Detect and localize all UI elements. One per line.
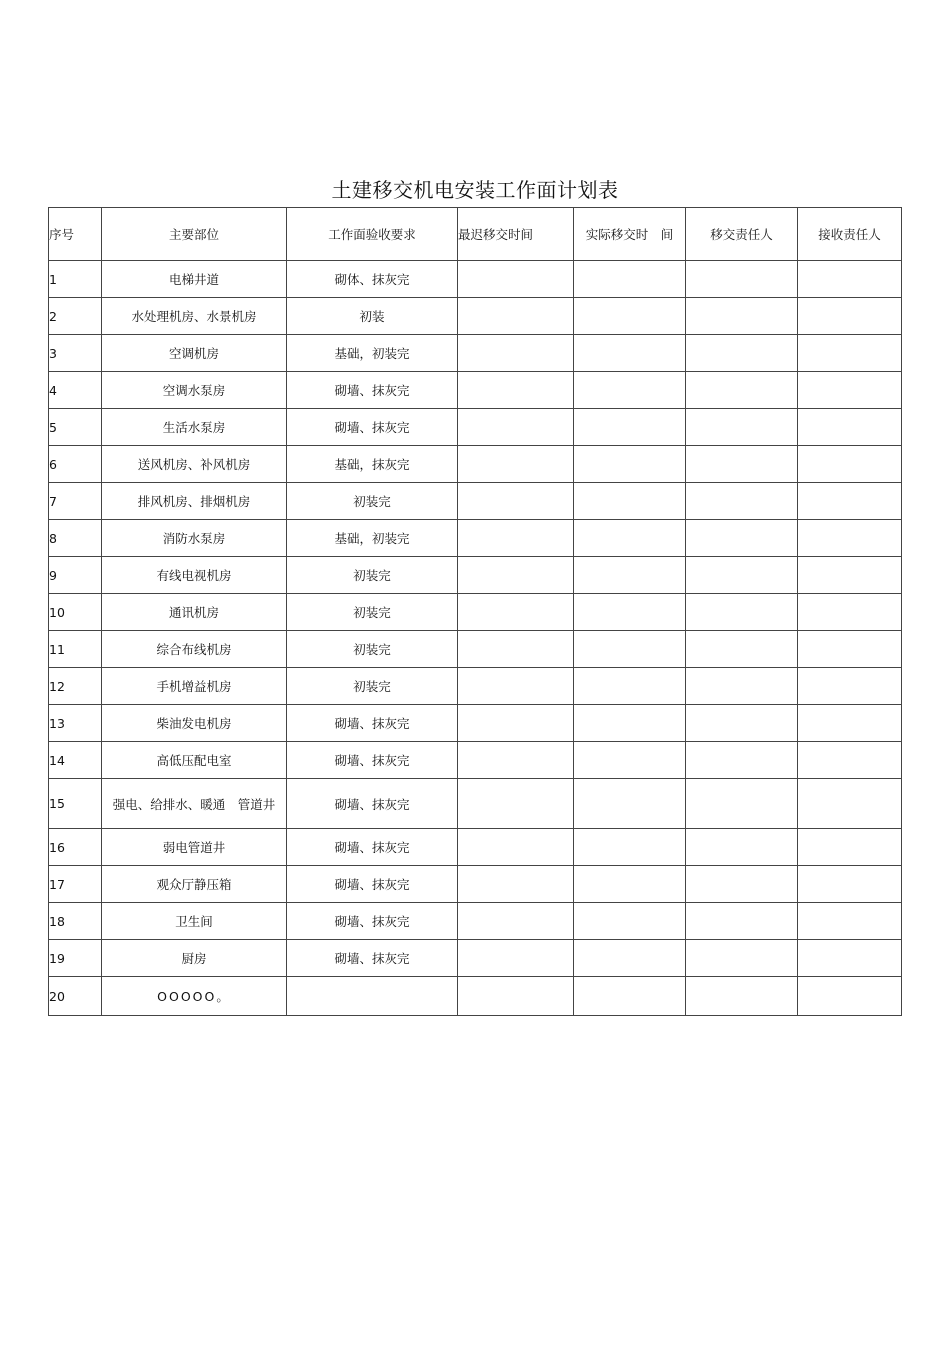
row-requirement: 砌墙、抹灰完 (287, 779, 458, 829)
row-part: 观众厅静压箱 (102, 866, 287, 903)
row-index: 13 (49, 705, 102, 742)
row-requirement: 砌墙、抹灰完 (287, 705, 458, 742)
row-handover-person (686, 779, 798, 829)
row-index: 2 (49, 298, 102, 335)
row-actual-handover (574, 483, 686, 520)
row-actual-handover (574, 668, 686, 705)
row-receiver-person (798, 335, 902, 372)
row-handover-person (686, 446, 798, 483)
row-part: 电梯井道 (102, 261, 287, 298)
row-requirement: 初装完 (287, 483, 458, 520)
row-part: 生活水泵房 (102, 409, 287, 446)
row-requirement: 基础，初装完 (287, 520, 458, 557)
row-handover-person (686, 866, 798, 903)
row-index: 19 (49, 940, 102, 977)
row-part: 水处理机房、水景机房 (102, 298, 287, 335)
row-requirement: 初装完 (287, 594, 458, 631)
row-index: 20 (49, 977, 102, 1016)
row-part: 强电、给排水、暖通 管道井 (102, 779, 287, 829)
row-latest-handover (458, 668, 574, 705)
row-latest-handover (458, 631, 574, 668)
page-title: 土建移交机电安装工作面计划表 (331, 178, 619, 202)
row-part: 手机增益机房 (102, 668, 287, 705)
row-receiver-person (798, 557, 902, 594)
row-receiver-person (798, 483, 902, 520)
row-requirement: 砌墙、抹灰完 (287, 409, 458, 446)
table-row (49, 977, 902, 1016)
table-row (49, 483, 902, 520)
row-handover-person (686, 520, 798, 557)
row-requirement: 初装完 (287, 631, 458, 668)
row-receiver-person (798, 446, 902, 483)
table-row (49, 940, 902, 977)
row-actual-handover (574, 779, 686, 829)
row-index: 16 (49, 829, 102, 866)
row-handover-person (686, 298, 798, 335)
table-row (49, 631, 902, 668)
row-latest-handover (458, 261, 574, 298)
table-row (49, 446, 902, 483)
row-requirement: 初装 (287, 298, 458, 335)
table-row (49, 903, 902, 940)
row-handover-person (686, 483, 798, 520)
row-actual-handover (574, 866, 686, 903)
row-actual-handover (574, 940, 686, 977)
row-handover-person (686, 940, 798, 977)
row-index: 3 (49, 335, 102, 372)
row-actual-handover (574, 520, 686, 557)
row-latest-handover (458, 446, 574, 483)
row-part: 卫生间 (102, 903, 287, 940)
row-index: 7 (49, 483, 102, 520)
table-row (49, 335, 902, 372)
row-latest-handover (458, 779, 574, 829)
table-row (49, 594, 902, 631)
row-handover-person (686, 829, 798, 866)
row-requirement: 基础，初装完 (287, 335, 458, 372)
row-latest-handover (458, 940, 574, 977)
row-part: 厨房 (102, 940, 287, 977)
row-receiver-person (798, 977, 902, 1016)
row-actual-handover (574, 261, 686, 298)
row-handover-person (686, 977, 798, 1016)
row-index: 18 (49, 903, 102, 940)
row-handover-person (686, 631, 798, 668)
table-row (49, 409, 902, 446)
table-row (49, 298, 902, 335)
row-latest-handover (458, 977, 574, 1016)
row-part: 空调机房 (102, 335, 287, 372)
row-latest-handover (458, 903, 574, 940)
row-index: 1 (49, 261, 102, 298)
row-requirement: 砌墙、抹灰完 (287, 940, 458, 977)
row-index: 11 (49, 631, 102, 668)
row-actual-handover (574, 977, 686, 1016)
row-receiver-person (798, 940, 902, 977)
row-part: 综合布线机房 (102, 631, 287, 668)
row-requirement (287, 977, 458, 1016)
header-row (49, 208, 902, 261)
row-actual-handover (574, 705, 686, 742)
header-part: 主要部位 (102, 208, 287, 261)
row-actual-handover (574, 631, 686, 668)
row-index: 15 (49, 779, 102, 829)
header-actual-handover: 实际移交时 间 (574, 208, 686, 261)
row-latest-handover (458, 829, 574, 866)
row-latest-handover (458, 520, 574, 557)
table-row (49, 520, 902, 557)
row-receiver-person (798, 631, 902, 668)
row-latest-handover (458, 409, 574, 446)
row-requirement: 初装完 (287, 668, 458, 705)
row-actual-handover (574, 829, 686, 866)
row-handover-person (686, 557, 798, 594)
row-index: 17 (49, 866, 102, 903)
table-row (49, 557, 902, 594)
row-handover-person (686, 261, 798, 298)
row-actual-handover (574, 594, 686, 631)
row-requirement: 砌墙、抹灰完 (287, 372, 458, 409)
table-row (49, 705, 902, 742)
row-latest-handover (458, 557, 574, 594)
row-latest-handover (458, 298, 574, 335)
row-latest-handover (458, 866, 574, 903)
row-receiver-person (798, 298, 902, 335)
row-handover-person (686, 668, 798, 705)
row-part: 柴油发电机房 (102, 705, 287, 742)
row-part: 消防水泵房 (102, 520, 287, 557)
row-receiver-person (798, 261, 902, 298)
row-receiver-person (798, 779, 902, 829)
row-requirement: 基础，抹灰完 (287, 446, 458, 483)
header-index: 序号 (49, 208, 102, 261)
row-latest-handover (458, 335, 574, 372)
row-receiver-person (798, 903, 902, 940)
row-actual-handover (574, 372, 686, 409)
row-latest-handover (458, 372, 574, 409)
row-requirement: 砌墙、抹灰完 (287, 903, 458, 940)
row-latest-handover (458, 705, 574, 742)
row-actual-handover (574, 903, 686, 940)
row-index: 9 (49, 557, 102, 594)
header-requirement: 工作面验收要求 (287, 208, 458, 261)
row-receiver-person (798, 668, 902, 705)
row-actual-handover (574, 742, 686, 779)
table-row (49, 742, 902, 779)
row-handover-person (686, 594, 798, 631)
row-part: OOOOO。 (102, 977, 287, 1016)
row-index: 14 (49, 742, 102, 779)
row-handover-person (686, 705, 798, 742)
row-index: 8 (49, 520, 102, 557)
row-handover-person (686, 335, 798, 372)
plan-table (48, 207, 902, 1016)
row-part: 高低压配电室 (102, 742, 287, 779)
row-handover-person (686, 372, 798, 409)
row-receiver-person (798, 705, 902, 742)
row-handover-person (686, 742, 798, 779)
row-receiver-person (798, 372, 902, 409)
row-requirement: 砌墙、抹灰完 (287, 866, 458, 903)
row-actual-handover (574, 446, 686, 483)
row-requirement: 砌墙、抹灰完 (287, 829, 458, 866)
row-latest-handover (458, 594, 574, 631)
row-receiver-person (798, 829, 902, 866)
row-actual-handover (574, 335, 686, 372)
row-latest-handover (458, 742, 574, 779)
row-index: 10 (49, 594, 102, 631)
row-part: 空调水泵房 (102, 372, 287, 409)
row-actual-handover (574, 409, 686, 446)
row-index: 12 (49, 668, 102, 705)
header-receiver-person: 接收责任人 (798, 208, 902, 261)
table-row (49, 866, 902, 903)
row-index: 5 (49, 409, 102, 446)
row-index: 4 (49, 372, 102, 409)
row-receiver-person (798, 866, 902, 903)
table-body (49, 261, 902, 1016)
row-part: 弱电管道井 (102, 829, 287, 866)
row-handover-person (686, 409, 798, 446)
row-part: 送风机房、补风机房 (102, 446, 287, 483)
row-receiver-person (798, 520, 902, 557)
row-requirement: 砌体、抹灰完 (287, 261, 458, 298)
row-latest-handover (458, 483, 574, 520)
row-part: 通讯机房 (102, 594, 287, 631)
row-receiver-person (798, 594, 902, 631)
row-part: 排风机房、排烟机房 (102, 483, 287, 520)
row-handover-person (686, 903, 798, 940)
header-handover-person: 移交责任人 (686, 208, 798, 261)
row-index: 6 (49, 446, 102, 483)
row-requirement: 砌墙、抹灰完 (287, 742, 458, 779)
row-part: 有线电视机房 (102, 557, 287, 594)
row-receiver-person (798, 742, 902, 779)
header-latest-handover: 最迟移交时间 (458, 208, 574, 261)
row-receiver-person (798, 409, 902, 446)
row-actual-handover (574, 298, 686, 335)
row-requirement: 初装完 (287, 557, 458, 594)
table-row (49, 261, 902, 298)
row-actual-handover (574, 557, 686, 594)
table-row (49, 668, 902, 705)
table-row (49, 829, 902, 866)
table-row (49, 779, 902, 829)
table-row (49, 372, 902, 409)
